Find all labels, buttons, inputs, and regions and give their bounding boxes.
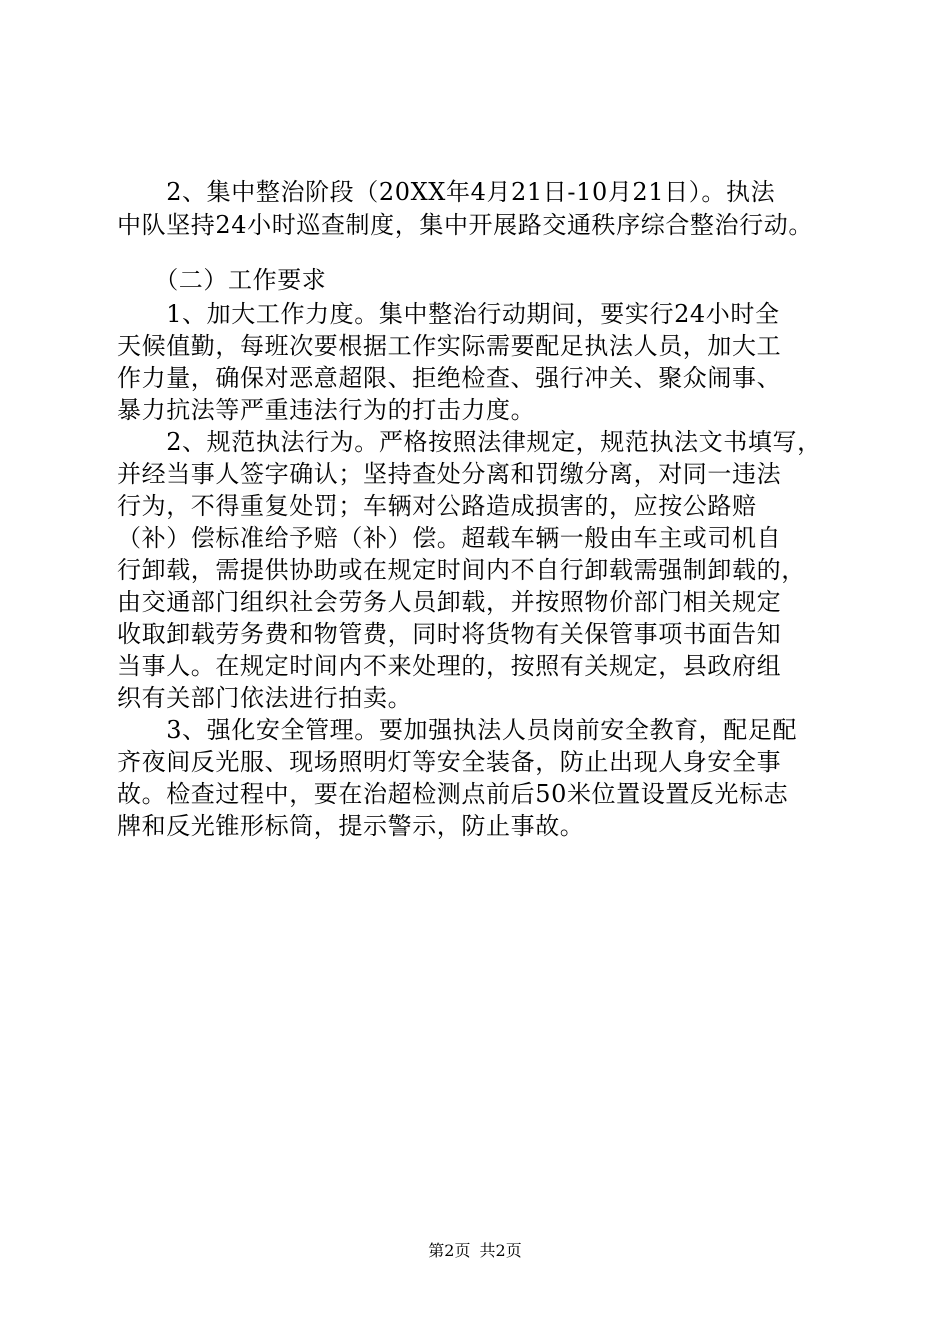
text-line: 中队坚持24小时巡查制度，集中开展路交通秩序综合整治行动。: [117, 211, 813, 239]
text-line: 织有关部门依法进行拍卖。: [117, 684, 413, 712]
text-line: 故。检查过程中，要在治超检测点前后50米位置设置反光标志: [117, 780, 789, 808]
text-line: 作力量，确保对恶意超限、拒绝检查、强行冲关、聚众闹事、: [117, 364, 782, 392]
text-line: 天候值勤，每班次要根据工作实际需要配足执法人员，加大工: [117, 332, 782, 360]
text-line: 2、规范执法行为。严格按照法律规定，规范执法文书填写，: [117, 428, 822, 456]
text-line: 1、加大工作力度。集中整治行动期间，要实行24小时全: [117, 300, 780, 328]
text-line: 齐夜间反光服、现场照明灯等安全装备，防止出现人身安全事: [117, 748, 782, 776]
text-line: （补）偿标准给予赔（补）偿。超载车辆一般由车主或司机自: [117, 524, 782, 552]
text-line: 当事人。在规定时间内不来处理的，按照有关规定，县政府组: [117, 652, 782, 680]
text-line: 收取卸载劳务费和物管费，同时将货物有关保管事项书面告知: [117, 620, 782, 648]
page-footer: [0, 1240, 950, 1262]
page-total: 共2页: [479, 1241, 522, 1260]
page-number: 第2页: [428, 1241, 471, 1260]
text-line: 2、集中整治阶段（20XX年4月21日-10月21日）。执法: [117, 178, 776, 206]
text-line: 3、强化安全管理。要加强执法人员岗前安全教育，配足配: [117, 716, 798, 744]
section-heading: （二）工作要求: [117, 266, 327, 294]
text-line: 行卸载，需提供协助或在规定时间内不自行卸载需强制卸载的，: [117, 556, 806, 584]
text-line: 由交通部门组织社会劳务人员卸载，并按照物价部门相关规定: [117, 588, 782, 616]
text-line: 暴力抗法等严重违法行为的打击力度。: [117, 396, 536, 424]
text-line: 牌和反光锥形标筒，提示警示，防止事故。: [117, 812, 585, 840]
text-line: 并经当事人签字确认；坚持查处分离和罚缴分离，对同一违法: [117, 460, 782, 488]
text-line: 行为，不得重复处罚；车辆对公路造成损害的，应按公路赔: [117, 492, 757, 520]
